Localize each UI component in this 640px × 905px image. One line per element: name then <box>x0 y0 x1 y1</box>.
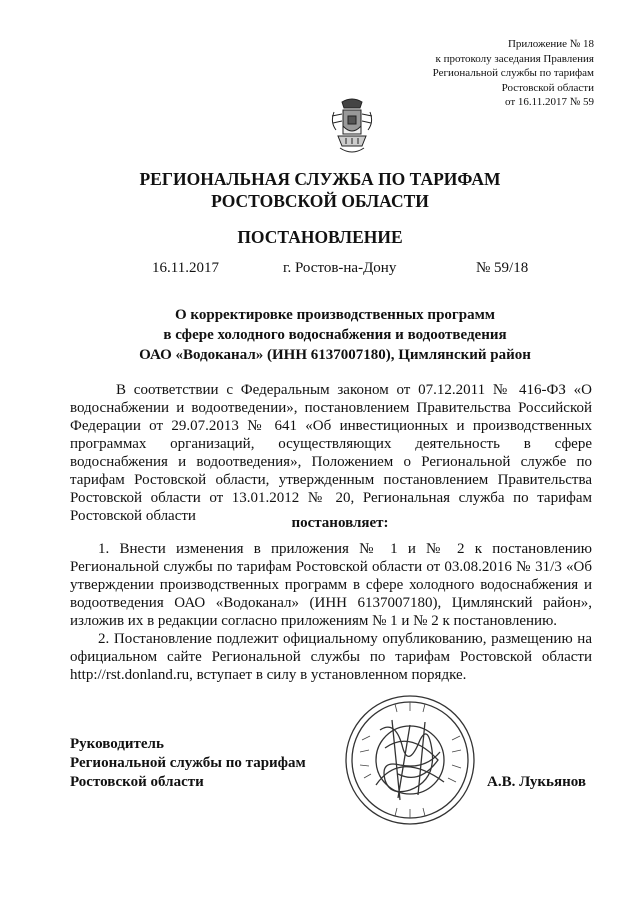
appendix-line: Приложение № 18 <box>507 38 594 50</box>
signature-block <box>70 735 306 792</box>
coat-of-arms-icon <box>328 96 376 158</box>
appendix-line: от 16.11.2017 № 59 <box>505 96 594 108</box>
document-date: 16.11.2017 <box>152 260 219 276</box>
appendix-line: к протоколу заседания Правления <box>435 52 594 65</box>
organization-title-line: РЕГИОНАЛЬНАЯ СЛУЖБА ПО ТАРИФАМ <box>139 169 501 189</box>
subject-line: О корректировке производственных программ <box>174 307 496 323</box>
signature-position-line: Ростовской области <box>70 774 204 790</box>
document-type: ПОСТАНОВЛЕНИЕ <box>237 227 403 247</box>
document-city: г. Ростов-на-Дону <box>283 260 397 276</box>
document-subject <box>0 305 640 365</box>
appendix-note <box>433 37 594 110</box>
organization-title-line: РОСТОВСКОЙ ОБЛАСТИ <box>211 191 429 211</box>
subject-line: ОАО «Водоканал» (ИНН 6137007180), Цимлянский район <box>139 347 531 363</box>
item-2-paragraph: 2. Постановление подлежит официальному опубликованию, размещению на официальном сайте Региональной службы по тарифам Ростовской области http://rst.donland.ru, вступает в силу в установленном порядке. <box>70 631 592 683</box>
document-number: № 59/18 <box>476 260 529 276</box>
signatory-name: А.В. Лукьянов <box>487 774 586 790</box>
signature-position-line: Руководитель <box>70 736 164 752</box>
appendix-line: Региональной службы по тарифам <box>432 67 594 79</box>
subject-line: в сфере холодного водоснабжения и водоотведения <box>163 327 507 343</box>
appendix-line: Ростовской области <box>501 81 594 94</box>
signature-position-line: Региональной службы по тарифам <box>70 755 306 771</box>
organization-title <box>0 168 640 212</box>
preamble-paragraph: В соответствии с Федеральным законом от 07.12.2011 № 416-ФЗ «О водоснабжении и водоотведении», постановлением Правительства Российской Федерации от 29.07.2013 № 641 «Об инвестиционных и производственных программах организаций, осуществляющих деятельность в сфере водоснабжения и водоотведения», Положением о Региональной службе по тарифам Ростовской области, утвержденным постановлением Правительства Ростовской области от 13.01.2012 № 20, Региональная служба по тарифам Ростовской области <box>70 382 592 524</box>
decree-word: постановляет: <box>291 515 389 531</box>
round-seal-icon <box>340 690 480 830</box>
item-1-paragraph: 1. Внести изменения в приложения № 1 и № 2 к постановлению Региональной службы по тарифам Ростовской области от 03.08.2016 № 31/3 «Об утверждении производственных программ в сфере холодного водоснабжения и водоотведения ОАО «Водоканал» (ИНН 6137007180), Цимлянский район», изложив их в редакции согласно приложениям № 1 и № 2 к постановлению. <box>70 541 592 629</box>
